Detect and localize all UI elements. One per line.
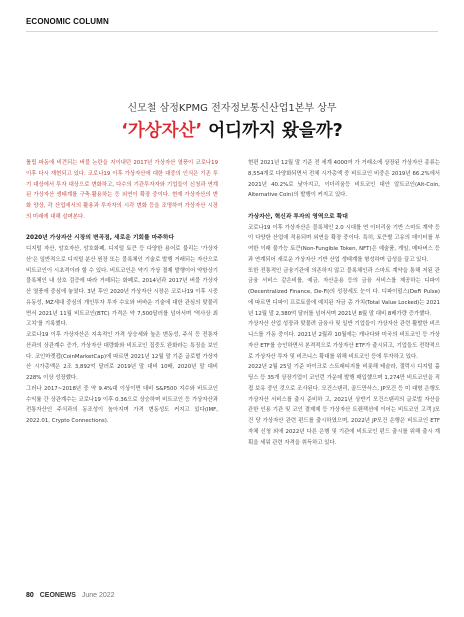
section-subhead: 2020년 가상자산 시장의 변곡점, 새로운 기회를 마주하다 [26,235,175,242]
section-subhead: 가상자산, 혁신과 투자의 영역으로 확대 [248,213,348,220]
page-footer [26,592,115,599]
body-paragraph: 코로나19 이후 가상자산은 블록체인 2.0 시대를 연 이더리움 기반 스마트 계약 등이 다양한 산업에 적용되며 외연을 확장 중이다. 특히, 토큰별 고유의 데이터를 부여한 이래 불가능 토큰(Non-Fungible Token, NFT)은 예술품, 게임, 메타버스 등과 연계되어 새로운 가상자산 기반 산업 생태계를 형성하며 급성을 끌고 있다. [248,224,440,263]
body-paragraph: 가상자산 산업 성장과 맞물려 금융사 및 일반 기업들이 가상자산 관련 활발한 비즈니스를 가동 중이다. 2021년 2월과 10월에는 캐나다와 미국의 비트코인 등 가상자산 ETF를 승인하면서 본격적으로 가상자산 ETF가 출시되고, 기업들도 전략적으로 가상자산 투자 및 비즈니스 확대를 위해 비트코인 등에 투자하고 있다. [248,321,440,360]
header-divider [26,31,438,32]
article-byline: 신모철 삼정KPMG 전자정보통신산업1본부 상무 [127,103,337,114]
body-paragraph: 코로나19 이후 가상자산은 지속적인 가격 상승세와 높은 변동성, 주식 등 전통자산과의 상관계수 증가, 가상자산 대량화와 비트코인 집중도 완화라는 특징을 보인다. 코인마켓캡(CoinMarketCap)에 따르면 2021년 12월 말 기준 글로벌 가상자산 시가총액은 2조 3,892억 달러로 2019년 말 대비 10배, 2020년 말 대비 228% 이상 성장했다. [26,332,218,381]
issue-date: June 2022 [81,592,115,599]
section-label: ECONOMIC COLUMN [26,17,109,26]
paragraph-gap [26,223,218,234]
publication-brand: CEONEWS [39,592,76,599]
article-title [0,117,464,142]
title-accent: ‘가상자산’ [121,121,203,141]
right-column [248,158,440,448]
intro-paragraph: 현편 2021년 12월 말 기준 전 세계 4000여 가 거래소에 상장된 가상자산 종류는 8,554개로 다양화되면서 전체 시가총액 중 비트코인 비중은 2019년 66.2%에서 2021년 40.2%로 낮아지고, 이더리움등 비트코인 대안 알트코인(Alt-Coin, Alternative Coin)의 발행이 커지고 있다. [248,160,440,199]
body-paragraph: 그러나 2017~2018년 중 약 9.4%대 이상이면 대비 S&P500 지수와 비트코인 수익률 간 상관계수는 코로나19 이후 0.36으로 상승하며 비트코인 등 가상자산과 전통자산인 주식과의 동조성이 높아지며 가격 변동성도 커지고 있다(IMF, 2022.01, Crypto Connections). [26,385,218,424]
title-rest: 어디까지 왔을까? [202,121,343,141]
body-paragraph: 또한 전통적인 금융기관에 의존하지 않고 블록체인과 스마트 계약을 통해 저된 관 금융 서비스 같은비를, 예금, 자산운용 등의 금융 서비스를 제공하는 디파이(Decentralized Finance, De-Fi)의 성장세도 눈이 다. 디파이펄스(DeFi Pulse)에 따르면 디파이 프로토콜에 예치된 자금 총 가치(Total Value Locked)는 2021년 12월 말 2,380억 달러를 넘어서며 2021년 8월 말 대비 8배가량 증가했다. [248,267,440,317]
body-paragraph: 2022년 2월 25일 기준 마이크로 스트래티지를 비롯해 테슬라, 갤럭시 디지털 홀딩스 등 35개 상장기업이 코인런 가운데 발행 매입했으며 1,274만 비트코인을 직접 보유 중인 것으로 조사된다. 모건스탠리, 골드만삭스, JP모건 등 미 대형 은행도 가상자산 서비스를 출시 준비하 고, 2021년 상반기 모건스탠리의 글로벌 자산을 관한 인용 기관 및 코인 결제제 등 가상자산 트랜잭션에 이어는 비트코인 고객 J모건 당 가상자산 관련 펀드를 출시하였으며, 2022년 JP모건 은행은 비트코인 ETF 자체 신청 외에 2022년 다른 은행 및 기관에 비트코인 펀드 출시를 위해 출시 계획을 세워 관련 자격을 취득하고 있다. [248,364,440,446]
lead-paragraph: 톨립 파동에 비견되는 버블 논란을 지이내던 2017년 가상자산 열풍이 코로나19 이후 다시 재현되고 있다. 코로나19 이후 가상자산에 대한 대중의 인식은 기존 투기 대상에서 투자 대상으로 변화하고, 다수의 기관투자자와 기업들이 신청과 연계된 가상자산 생태계를 구축·활용하는 등 외연이 확장 중이다. 현재 가상자산의 변화 양상, 각 산업에서의 활용과 투자자의 시각 변화 등을 조명하여 가상자산 시장의 미래에 대해 살펴본다. [26,160,218,220]
left-column [26,158,218,427]
page-number: 80 [26,592,34,599]
body-paragraph: 디지털 자산, 암호자산, 암호화폐, 디지털 토큰 등 다양한 용어로 불리는 '가상자산'은 일반적으로 디지털 분산 원장 또는 블록체인 기술로 발행 거래되는 자산으로 비트코인이 시초격이라 할 수 있다. 비트코인은 약기 가상 결제 발행이어 약항상기 블록체인 내 상호 검증에 따라 거래되는 화폐로, 2014년과 2017년 버블 가상자산 열풍에 중심에 놓였다. 3년 후인 2020년 가상자산 시장은 코로나19 이후 시중 유동성, MZ세대 중심의 개인투자 투자 수요와 버바운 기술에 대한 관심의 맞물리면서 2021년 11월 비트코인(BTC) 가격은 약 7,500달러를 넘어서며 '역사상 최고치'를 기록했다. [26,246,218,328]
paragraph-gap [248,201,440,212]
